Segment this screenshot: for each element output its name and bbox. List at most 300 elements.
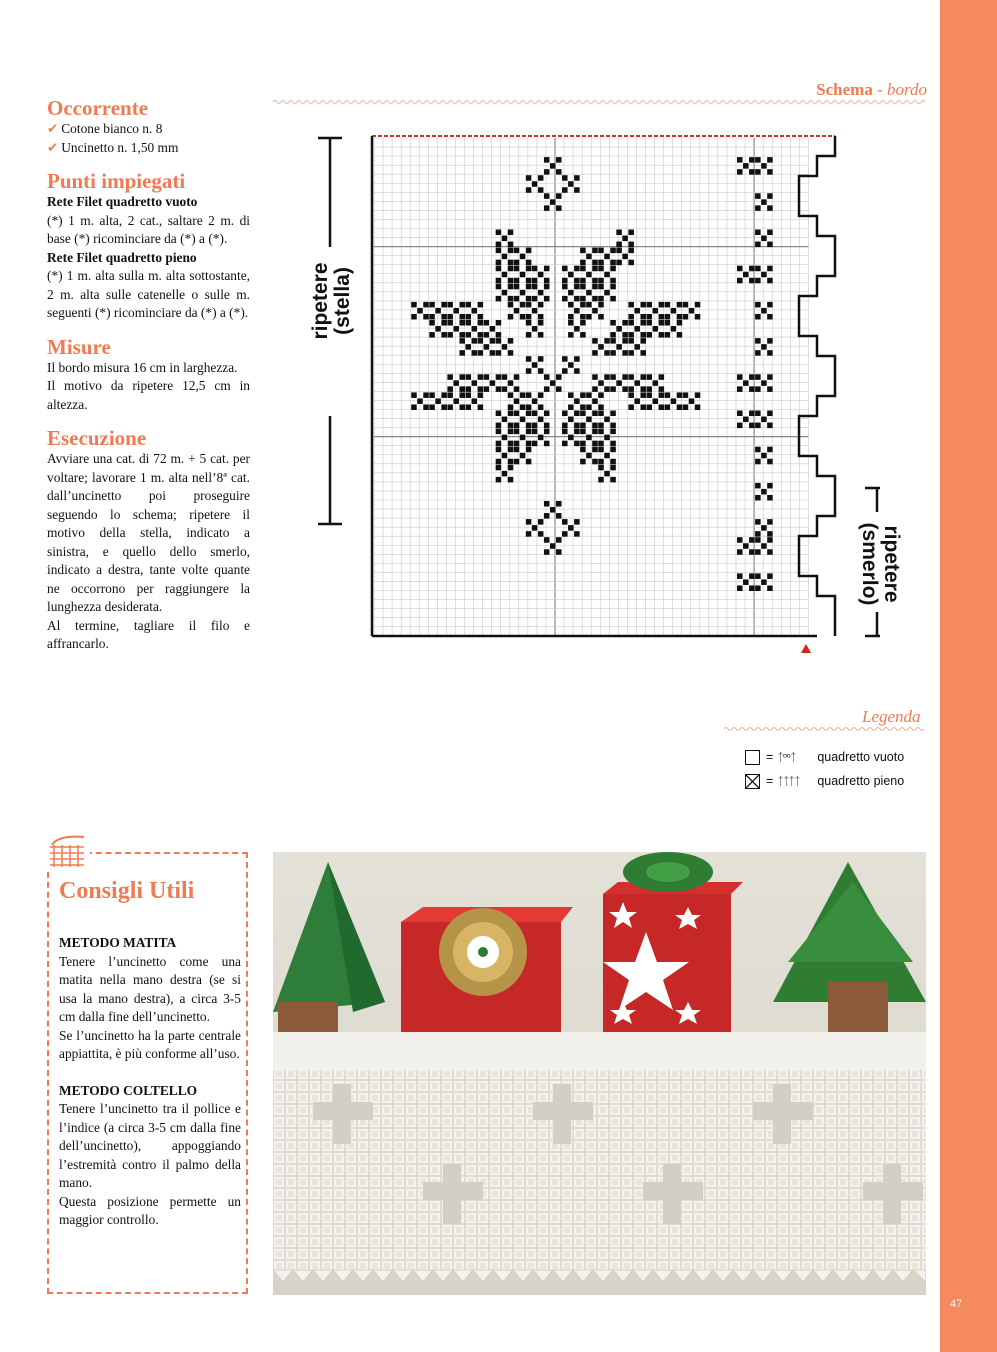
filled-square [761,417,767,423]
filled-square-icon [745,774,760,789]
filled-square [538,332,544,338]
filled-square [628,230,634,236]
filled-square [496,248,502,254]
filled-square [574,441,580,447]
filled-square [526,302,532,308]
filled-square [526,519,532,525]
filled-square [514,423,520,429]
empty-square-icon [745,750,760,765]
filled-square [562,296,568,302]
filled-square [538,368,544,374]
filled-square [737,537,743,543]
filled-square [526,411,532,417]
filled-square [496,320,502,326]
filled-square [598,284,604,290]
filled-square [622,320,628,326]
filled-square [574,519,580,525]
filled-square [538,320,544,326]
filled-square [634,308,640,314]
filled-square [767,483,773,489]
filled-square [598,266,604,272]
filled-square [610,447,616,453]
filled-square [767,374,773,380]
filled-square [472,338,478,344]
filled-square [520,392,526,398]
filled-square [435,308,441,314]
filled-square [604,417,610,423]
filled-square [580,302,586,308]
filled-square [610,477,616,483]
filled-square [550,507,556,513]
filled-square [647,314,653,320]
filled-square [568,302,574,308]
filled-square [628,392,634,398]
filled-square [496,332,502,338]
filled-square [538,356,544,362]
legend-full-label: quadretto pieno [817,774,905,788]
filled-square [653,380,659,386]
filled-square [683,404,689,410]
filled-square [502,236,508,242]
filled-square [737,423,743,429]
filled-square [556,549,562,555]
filled-square [514,441,520,447]
filled-square [598,441,604,447]
filled-square [659,404,665,410]
filled-square [508,302,514,308]
filled-square [447,320,453,326]
filled-square [580,314,586,320]
filled-square [598,465,604,471]
filled-square [459,320,465,326]
filled-square [598,278,604,284]
filled-square [568,392,574,398]
occorrente-section [47,96,250,157]
filled-square [574,398,580,404]
filled-square [761,489,767,495]
filled-square [502,386,508,392]
filled-square [447,386,453,392]
filled-square [592,386,598,392]
filled-square [659,320,665,326]
filled-square [574,284,580,290]
tips-body [59,934,241,1230]
filled-square [616,242,622,248]
filled-square [574,296,580,302]
filled-square [514,308,520,314]
filled-square [761,199,767,205]
filled-square [490,350,496,356]
filled-square [478,302,484,308]
filled-square [490,326,496,332]
filled-square [478,320,484,326]
filled-square [767,278,773,284]
filled-square [622,254,628,260]
filled-square [592,423,598,429]
filled-square [411,404,417,410]
filled-square [761,543,767,549]
filled-square [508,248,514,254]
filled-square [496,260,502,266]
check-icon: ✔ [47,121,59,136]
filled-square [622,338,628,344]
filled-square [598,411,604,417]
filled-square [544,157,550,163]
occorrente-item-1: ✔ Cotone bianco n. 8 [47,121,163,136]
filled-square [755,459,761,465]
filled-square [640,314,646,320]
filled-square [568,332,574,338]
filled-square [508,447,514,453]
filled-square [761,308,767,314]
filled-square [737,411,743,417]
filled-square [459,386,465,392]
filled-square [544,193,550,199]
filled-square [592,260,598,266]
misure-title: Misure [47,334,111,359]
tips-text3: Tenere l’uncinetto tra il pollice e l’indice (a circa 3-5 cm dalla fine dell’uncinetto), appoggiando l’estremità contro il palmo della mano. [59,1101,241,1190]
filled-square [610,296,616,302]
filled-square [586,290,592,296]
filled-square [544,411,550,417]
filled-square [502,453,508,459]
filled-square [628,374,634,380]
filled-square [538,404,544,410]
filled-square [755,531,761,537]
page-number: 47 [950,1296,962,1310]
tips-box [47,852,248,1294]
left-column [47,96,250,666]
filled-square [767,537,773,543]
filled-square [580,278,586,284]
filled-square [671,398,677,404]
filled-square [761,453,767,459]
filled-square [568,290,574,296]
filled-square [526,260,532,266]
filled-square [538,531,544,537]
filled-square [508,380,514,386]
tips-text2: Se l’uncinetto ha la parte centrale appiattita, è più conforme all’uso. [59,1027,241,1061]
filled-square [634,380,640,386]
filled-square [767,573,773,579]
filled-square [586,453,592,459]
filled-square [514,278,520,284]
filled-square [628,320,634,326]
filled-square [544,266,550,272]
filled-square [496,242,502,248]
filled-square [767,519,773,525]
filled-square [755,157,761,163]
filled-square [767,585,773,591]
filled-square [677,332,683,338]
filled-square [562,266,568,272]
filled-square [580,447,586,453]
filled-square [755,266,761,272]
filled-square [689,398,695,404]
filled-square [743,417,749,423]
filled-square [586,314,592,320]
filled-square [592,338,598,344]
filled-square [604,435,610,441]
filled-square [610,260,616,266]
filled-square [508,477,514,483]
filled-square [677,302,683,308]
filled-square [544,423,550,429]
filled-square [598,302,604,308]
tips-title: Consigli Utili [59,878,195,904]
esecuzione-section [47,426,250,654]
filled-square [749,278,755,284]
filled-square [544,278,550,284]
filled-square [767,447,773,453]
filled-square [580,320,586,326]
product-photo [273,852,926,1295]
filled-square [526,314,532,320]
filled-square [653,398,659,404]
filled-square [459,332,465,338]
filled-square [749,169,755,175]
filled-square [447,404,453,410]
filled-square [562,519,568,525]
filled-square [755,585,761,591]
filled-square [592,459,598,465]
filled-square [598,459,604,465]
filled-square [496,278,502,284]
filled-square [538,519,544,525]
filled-square [659,332,665,338]
chart-filled-squares [411,157,773,591]
punti-text2: (*) 1 m. alta sulla m. alta sottostante, 2 m. alta sulle catenelle o sulle m. seguenti (*) ricominciare da (*) a (*). [47,268,250,320]
filled-square [598,404,604,410]
filled-square [767,230,773,236]
misure-text1: Il bordo misura 16 cm in larghezza. [47,359,238,375]
filled-square [532,525,538,531]
filet-chart [290,120,880,660]
filled-square [640,350,646,356]
filled-square [665,404,671,410]
filled-square [466,314,472,320]
filled-square [544,296,550,302]
filled-square [562,187,568,193]
filled-square [628,350,634,356]
filled-square [610,386,616,392]
filled-square [755,230,761,236]
filled-square [755,423,761,429]
filled-square [556,513,562,519]
filled-square [604,453,610,459]
filled-square [592,248,598,254]
filled-square [520,314,526,320]
filled-square [647,302,653,308]
filled-square [484,374,490,380]
filled-square [737,374,743,380]
filled-square [472,398,478,404]
filled-square [598,392,604,398]
filled-square [737,157,743,163]
filled-square [502,254,508,260]
treble-stitch-symbol-icon: ᛏᛏᛏᛏ [777,774,800,788]
filled-square [508,411,514,417]
filled-square [574,411,580,417]
filled-square [610,459,616,465]
filled-square [622,350,628,356]
filled-square [538,417,544,423]
filled-square [610,411,616,417]
filled-square [574,175,580,181]
filled-square [508,260,514,266]
filled-square [502,435,508,441]
filled-square [526,356,532,362]
filled-square [453,308,459,314]
filled-square [598,429,604,435]
filled-square [749,386,755,392]
legend-empty-row: = ᛏᵒᵒᛏ quadretto vuoto [745,745,904,769]
filled-square [459,314,465,320]
filled-square [616,380,622,386]
filled-square [514,459,520,465]
filled-square [677,404,683,410]
filled-square [604,338,610,344]
filled-square [508,296,514,302]
esecuzione-text2: Al termine, tagliare il filo e affrancarlo. [47,617,250,651]
filled-square [592,266,598,272]
filled-square [538,435,544,441]
filled-square [538,392,544,398]
filled-square [556,537,562,543]
filled-square [568,320,574,326]
tips-text1: Tenere l’uncinetto come una matita nella mano destra (se si usa la mano destra), a circa 3-5 cm dalla fine dell’uncinetto. [59,953,241,1024]
filled-square [484,320,490,326]
filled-square [586,392,592,398]
tips-sub1: METODO MATITA [59,935,177,950]
filled-square [767,205,773,211]
filled-square [568,404,574,410]
filled-square [502,290,508,296]
filled-square [586,272,592,278]
filled-square [671,308,677,314]
filled-square [580,441,586,447]
filled-square [453,380,459,386]
filled-square [544,284,550,290]
filled-square [502,272,508,278]
filled-square [502,417,508,423]
filled-square [665,302,671,308]
filled-square [574,266,580,272]
filled-square [574,423,580,429]
filled-square [586,417,592,423]
occorrente-title: Occorrente [47,96,149,120]
filled-square [610,423,616,429]
filled-square [598,447,604,453]
filled-square [640,392,646,398]
filled-square [622,332,628,338]
filled-square [640,338,646,344]
filled-square [767,266,773,272]
filled-square [574,368,580,374]
filled-square [520,272,526,278]
filled-square [574,429,580,435]
filled-square [755,302,761,308]
filled-square [526,278,532,284]
filled-square [520,254,526,260]
filled-square [538,302,544,308]
filled-square [737,169,743,175]
filled-square [749,411,755,417]
filled-square [514,447,520,453]
filled-square [538,187,544,193]
filled-square [514,374,520,380]
filled-square [568,417,574,423]
filled-square [508,423,514,429]
filled-square [550,543,556,549]
filled-square [562,278,568,284]
crochet-hook-icon [44,833,90,871]
filled-square [640,404,646,410]
filled-square [616,326,622,332]
filled-square [634,344,640,350]
filled-square [508,314,514,320]
filled-square [526,531,532,537]
legend-full-row: = ᛏᛏᛏᛏ quadretto pieno [745,769,904,793]
filled-square [478,332,484,338]
filled-square [508,441,514,447]
filled-square [562,441,568,447]
filled-square [526,423,532,429]
occorrente-item-2: ✔ Uncinetto n. 1,50 mm [47,139,179,155]
filled-square [496,350,502,356]
filled-square [508,242,514,248]
filled-square [767,338,773,344]
filled-square [628,332,634,338]
filled-square [665,332,671,338]
filled-square [761,380,767,386]
filled-square [526,248,532,254]
punti-sub2: Rete Filet quadretto pieno [47,249,197,265]
filled-square [508,338,514,344]
filled-square [526,392,532,398]
filled-square [737,386,743,392]
misure-text2: Il motivo da ripetere 12,5 cm in altezza. [47,378,250,412]
filled-square [755,495,761,501]
filled-square [598,477,604,483]
filled-square [683,302,689,308]
filled-square [574,278,580,284]
filled-square [767,193,773,199]
schema-heading: Schema - bordo [816,80,927,99]
filled-square [429,392,435,398]
filled-square [532,398,538,404]
filled-square [441,392,447,398]
filled-square [580,404,586,410]
filled-square [520,302,526,308]
filled-square [514,296,520,302]
filled-square [496,459,502,465]
filled-square [755,205,761,211]
filled-square [459,350,465,356]
filled-square [568,181,574,187]
filled-square [472,380,478,386]
filled-square [544,549,550,555]
filled-square [532,326,538,332]
filled-square [478,404,484,410]
filled-square [610,320,616,326]
filled-square [484,386,490,392]
filled-square [526,429,532,435]
filled-square [749,537,755,543]
filled-square [417,398,423,404]
filled-square [659,302,665,308]
filled-square [598,380,604,386]
